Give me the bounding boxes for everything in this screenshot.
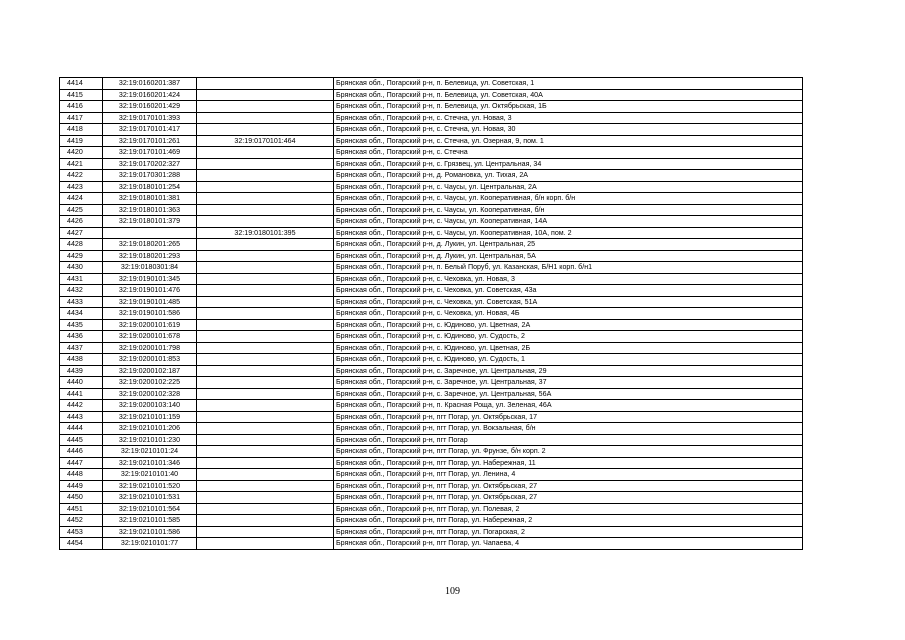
related-cadastral-number-cell — [197, 101, 334, 113]
related-cadastral-number-cell: 32:19:0170101:464 — [197, 135, 334, 147]
row-number-cell: 4449 — [60, 480, 103, 492]
related-cadastral-number-cell — [197, 78, 334, 90]
related-cadastral-number-cell — [197, 423, 334, 435]
related-cadastral-number-cell — [197, 446, 334, 458]
table-row — [60, 411, 803, 423]
cadastral-number-cell — [103, 227, 197, 239]
cadastral-number-cell: 32:19:0200102:187 — [103, 365, 197, 377]
cadastral-number-cell: 32:19:0210101:585 — [103, 515, 197, 527]
related-cadastral-number-cell — [197, 170, 334, 182]
table-row — [60, 423, 803, 435]
cadastral-number-cell: 32:19:0200102:328 — [103, 388, 197, 400]
table-row — [60, 181, 803, 193]
related-cadastral-number-cell — [197, 354, 334, 366]
related-cadastral-number-cell — [197, 538, 334, 550]
cadastral-number-cell: 32:19:0170101:469 — [103, 147, 197, 159]
table-row — [60, 89, 803, 101]
row-number-cell: 4446 — [60, 446, 103, 458]
address-cell: Брянская обл., Погарский р-н, пгт Погар, ул. Октябрьская, 27 — [334, 492, 803, 504]
table-row — [60, 526, 803, 538]
table-row — [60, 273, 803, 285]
table-row — [60, 78, 803, 90]
cadastral-number-cell: 32:19:0170101:417 — [103, 124, 197, 136]
related-cadastral-number-cell — [197, 526, 334, 538]
cadastral-number-cell: 32:19:0210101:77 — [103, 538, 197, 550]
page-number: 109 — [445, 586, 460, 597]
row-number-cell: 4442 — [60, 400, 103, 412]
address-cell: Брянская обл., Погарский р-н, с. Стечна, ул. Новая, 3 — [334, 112, 803, 124]
table-row — [60, 434, 803, 446]
cadastral-number-cell: 32:19:0190101:476 — [103, 285, 197, 297]
address-cell: Брянская обл., Погарский р-н, д. Лукин, ул. Центральная, 25 — [334, 239, 803, 251]
related-cadastral-number-cell — [197, 239, 334, 251]
address-cell: Брянская обл., Погарский р-н, с. Чеховка, ул. Новая, 3 — [334, 273, 803, 285]
cadastral-number-cell: 32:19:0180201:293 — [103, 250, 197, 262]
address-cell: Брянская обл., Погарский р-н, пгт Погар, ул. Вокзальная, б/н — [334, 423, 803, 435]
related-cadastral-number-cell — [197, 124, 334, 136]
related-cadastral-number-cell — [197, 457, 334, 469]
table-row — [60, 446, 803, 458]
related-cadastral-number-cell — [197, 388, 334, 400]
address-cell: Брянская обл., Погарский р-н, с. Чаусы, ул. Кооперативная, б/н корп. б/н — [334, 193, 803, 205]
table-row — [60, 135, 803, 147]
table-row — [60, 124, 803, 136]
table-row — [60, 216, 803, 228]
table-row — [60, 480, 803, 492]
table-row — [60, 308, 803, 320]
related-cadastral-number-cell — [197, 434, 334, 446]
table-row — [60, 457, 803, 469]
row-number-cell: 4420 — [60, 147, 103, 159]
table-row — [60, 377, 803, 389]
address-cell: Брянская обл., Погарский р-н, с. Чеховка, ул. Советская, 43а — [334, 285, 803, 297]
cadastral-number-cell: 32:19:0200101:798 — [103, 342, 197, 354]
address-cell: Брянская обл., Погарский р-н, с. Грязвец, ул. Центральная, 34 — [334, 158, 803, 170]
related-cadastral-number-cell — [197, 365, 334, 377]
address-cell: Брянская обл., Погарский р-н, с. Чаусы, ул. Кооперативная, 14А — [334, 216, 803, 228]
address-cell: Брянская обл., Погарский р-н, пгт Погар, ул. Фрунзе, б/н корп. 2 — [334, 446, 803, 458]
address-cell: Брянская обл., Погарский р-н, пгт Погар, ул. Набережная, 11 — [334, 457, 803, 469]
row-number-cell: 4451 — [60, 503, 103, 515]
address-cell: Брянская обл., Погарский р-н, пгт Погар, ул. Чапаева, 4 — [334, 538, 803, 550]
address-cell: Брянская обл., Погарский р-н, с. Чаусы, ул. Центральная, 2А — [334, 181, 803, 193]
address-cell: Брянская обл., Погарский р-н, пгт Погар, ул. Ленина, 4 — [334, 469, 803, 481]
row-number-cell: 4421 — [60, 158, 103, 170]
row-number-cell: 4454 — [60, 538, 103, 550]
address-cell: Брянская обл., Погарский р-н, пгт Погар — [334, 434, 803, 446]
row-number-cell: 4452 — [60, 515, 103, 527]
row-number-cell: 4441 — [60, 388, 103, 400]
row-number-cell: 4428 — [60, 239, 103, 251]
row-number-cell: 4439 — [60, 365, 103, 377]
row-number-cell: 4433 — [60, 296, 103, 308]
table-row — [60, 101, 803, 113]
cadastral-number-cell: 32:19:0170301:288 — [103, 170, 197, 182]
row-number-cell: 4417 — [60, 112, 103, 124]
address-cell: Брянская обл., Погарский р-н, п. Белевица, ул. Октябрьская, 1Б — [334, 101, 803, 113]
address-cell: Брянская обл., Погарский р-н, п. Красная Роща, ул. Зеленая, 46А — [334, 400, 803, 412]
address-cell: Брянская обл., Погарский р-н, д. Лукин, ул. Центральная, 5А — [334, 250, 803, 262]
address-cell: Брянская обл., Погарский р-н, п. Белый Поруб, ул. Казанская, Б/Н1 корп. б/н1 — [334, 262, 803, 274]
row-number-cell: 4426 — [60, 216, 103, 228]
related-cadastral-number-cell — [197, 411, 334, 423]
cadastral-number-cell: 32:19:0170202:327 — [103, 158, 197, 170]
cadastral-number-cell: 32:19:0180201:265 — [103, 239, 197, 251]
table-row — [60, 538, 803, 550]
cadastral-number-cell: 32:19:0190101:586 — [103, 308, 197, 320]
row-number-cell: 4438 — [60, 354, 103, 366]
related-cadastral-number-cell: 32:19:0180101:395 — [197, 227, 334, 239]
address-cell: Брянская обл., Погарский р-н, п. Белевица, ул. Советская, 1 — [334, 78, 803, 90]
cadastral-number-cell: 32:19:0190101:485 — [103, 296, 197, 308]
row-number-cell: 4440 — [60, 377, 103, 389]
table-row — [60, 296, 803, 308]
row-number-cell: 4424 — [60, 193, 103, 205]
row-number-cell: 4422 — [60, 170, 103, 182]
related-cadastral-number-cell — [197, 319, 334, 331]
address-cell: Брянская обл., Погарский р-н, с. Чеховка, ул. Советская, 51А — [334, 296, 803, 308]
cadastral-number-cell: 32:19:0200101:678 — [103, 331, 197, 343]
cadastral-number-cell: 32:19:0210101:346 — [103, 457, 197, 469]
cadastral-number-cell: 32:19:0170101:393 — [103, 112, 197, 124]
cadastral-number-cell: 32:19:0160201:429 — [103, 101, 197, 113]
related-cadastral-number-cell — [197, 216, 334, 228]
cadastral-number-cell: 32:19:0180101:379 — [103, 216, 197, 228]
cadastral-number-cell: 32:19:0180101:381 — [103, 193, 197, 205]
row-number-cell: 4415 — [60, 89, 103, 101]
address-cell: Брянская обл., Погарский р-н, пгт Погар, ул. Набережная, 2 — [334, 515, 803, 527]
registry-table-body — [60, 78, 803, 550]
cadastral-number-cell: 32:19:0180301:84 — [103, 262, 197, 274]
cadastral-number-cell: 32:19:0170101:261 — [103, 135, 197, 147]
cadastral-number-cell: 32:19:0200103:140 — [103, 400, 197, 412]
row-number-cell: 4423 — [60, 181, 103, 193]
row-number-cell: 4431 — [60, 273, 103, 285]
table-row — [60, 400, 803, 412]
address-cell: Брянская обл., Погарский р-н, пгт Погар, ул. Октябрьская, 27 — [334, 480, 803, 492]
address-cell: Брянская обл., Погарский р-н, с. Заречное, ул. Центральная, 37 — [334, 377, 803, 389]
row-number-cell: 4416 — [60, 101, 103, 113]
table-row — [60, 170, 803, 182]
related-cadastral-number-cell — [197, 112, 334, 124]
cadastral-number-cell: 32:19:0210101:159 — [103, 411, 197, 423]
cadastral-number-cell: 32:19:0160201:387 — [103, 78, 197, 90]
address-cell: Брянская обл., Погарский р-н, д. Романовка, ул. Тихая, 2А — [334, 170, 803, 182]
related-cadastral-number-cell — [197, 204, 334, 216]
address-cell: Брянская обл., Погарский р-н, с. Стечна — [334, 147, 803, 159]
address-cell: Брянская обл., Погарский р-н, с. Чеховка, ул. Новая, 4Б — [334, 308, 803, 320]
address-cell: Брянская обл., Погарский р-н, пгт Погар, ул. Погарская, 2 — [334, 526, 803, 538]
cadastral-number-cell: 32:19:0190101:345 — [103, 273, 197, 285]
table-row — [60, 147, 803, 159]
address-cell: Брянская обл., Погарский р-н, с. Юдиново, ул. Цветная, 2А — [334, 319, 803, 331]
related-cadastral-number-cell — [197, 296, 334, 308]
row-number-cell: 4450 — [60, 492, 103, 504]
row-number-cell: 4437 — [60, 342, 103, 354]
cadastral-number-cell: 32:19:0200101:619 — [103, 319, 197, 331]
table-row — [60, 388, 803, 400]
related-cadastral-number-cell — [197, 331, 334, 343]
cadastral-number-cell: 32:19:0210101:564 — [103, 503, 197, 515]
table-row — [60, 262, 803, 274]
table-row — [60, 112, 803, 124]
table-row — [60, 365, 803, 377]
cadastral-number-cell: 32:19:0210101:230 — [103, 434, 197, 446]
related-cadastral-number-cell — [197, 308, 334, 320]
registry-table — [59, 77, 803, 550]
row-number-cell: 4418 — [60, 124, 103, 136]
row-number-cell: 4427 — [60, 227, 103, 239]
cadastral-number-cell: 32:19:0180101:363 — [103, 204, 197, 216]
row-number-cell: 4432 — [60, 285, 103, 297]
related-cadastral-number-cell — [197, 377, 334, 389]
address-cell: Брянская обл., Погарский р-н, с. Чаусы, ул. Кооперативная, 10А, пом. 2 — [334, 227, 803, 239]
table-row — [60, 158, 803, 170]
related-cadastral-number-cell — [197, 515, 334, 527]
row-number-cell: 4430 — [60, 262, 103, 274]
cadastral-number-cell: 32:19:0160201:424 — [103, 89, 197, 101]
cadastral-number-cell: 32:19:0180101:254 — [103, 181, 197, 193]
row-number-cell: 4444 — [60, 423, 103, 435]
address-cell: Брянская обл., Погарский р-н, с. Заречное, ул. Центральная, 56А — [334, 388, 803, 400]
table-row — [60, 285, 803, 297]
related-cadastral-number-cell — [197, 158, 334, 170]
row-number-cell: 4448 — [60, 469, 103, 481]
address-cell: Брянская обл., Погарский р-н, с. Стечна, ул. Озерная, 9, пом. 1 — [334, 135, 803, 147]
related-cadastral-number-cell — [197, 503, 334, 515]
table-row — [60, 469, 803, 481]
address-cell: Брянская обл., Погарский р-н, с. Юдиново, ул. Судость, 1 — [334, 354, 803, 366]
cadastral-number-cell: 32:19:0210101:531 — [103, 492, 197, 504]
cadastral-number-cell: 32:19:0200101:853 — [103, 354, 197, 366]
table-row — [60, 492, 803, 504]
cadastral-number-cell: 32:19:0200102:225 — [103, 377, 197, 389]
address-cell: Брянская обл., Погарский р-н, пгт Погар, ул. Полевая, 2 — [334, 503, 803, 515]
table-row — [60, 342, 803, 354]
related-cadastral-number-cell — [197, 492, 334, 504]
row-number-cell: 4419 — [60, 135, 103, 147]
related-cadastral-number-cell — [197, 147, 334, 159]
row-number-cell: 4453 — [60, 526, 103, 538]
address-cell: Брянская обл., Погарский р-н, п. Белевица, ул. Советская, 40А — [334, 89, 803, 101]
table-row — [60, 239, 803, 251]
cadastral-number-cell: 32:19:0210101:586 — [103, 526, 197, 538]
related-cadastral-number-cell — [197, 342, 334, 354]
row-number-cell: 4443 — [60, 411, 103, 423]
table-row — [60, 193, 803, 205]
related-cadastral-number-cell — [197, 480, 334, 492]
related-cadastral-number-cell — [197, 262, 334, 274]
row-number-cell: 4447 — [60, 457, 103, 469]
table-row — [60, 227, 803, 239]
table-row — [60, 204, 803, 216]
row-number-cell: 4436 — [60, 331, 103, 343]
row-number-cell: 4434 — [60, 308, 103, 320]
address-cell: Брянская обл., Погарский р-н, с. Юдиново, ул. Судость, 2 — [334, 331, 803, 343]
row-number-cell: 4425 — [60, 204, 103, 216]
row-number-cell: 4435 — [60, 319, 103, 331]
table-row — [60, 515, 803, 527]
row-number-cell: 4445 — [60, 434, 103, 446]
table-row — [60, 319, 803, 331]
related-cadastral-number-cell — [197, 285, 334, 297]
cadastral-number-cell: 32:19:0210101:206 — [103, 423, 197, 435]
table-row — [60, 503, 803, 515]
table-row — [60, 354, 803, 366]
address-cell: Брянская обл., Погарский р-н, с. Стечна, ул. Новая, 30 — [334, 124, 803, 136]
cadastral-number-cell: 32:19:0210101:40 — [103, 469, 197, 481]
address-cell: Брянская обл., Погарский р-н, пгт Погар, ул. Октябрьская, 17 — [334, 411, 803, 423]
related-cadastral-number-cell — [197, 89, 334, 101]
row-number-cell: 4429 — [60, 250, 103, 262]
cadastral-number-cell: 32:19:0210101:520 — [103, 480, 197, 492]
table-row — [60, 331, 803, 343]
related-cadastral-number-cell — [197, 469, 334, 481]
related-cadastral-number-cell — [197, 250, 334, 262]
table-row — [60, 250, 803, 262]
related-cadastral-number-cell — [197, 400, 334, 412]
related-cadastral-number-cell — [197, 273, 334, 285]
address-cell: Брянская обл., Погарский р-н, с. Юдиново, ул. Цветная, 2Б — [334, 342, 803, 354]
related-cadastral-number-cell — [197, 181, 334, 193]
cadastral-number-cell: 32:19:0210101:24 — [103, 446, 197, 458]
address-cell: Брянская обл., Погарский р-н, с. Заречное, ул. Центральная, 29 — [334, 365, 803, 377]
row-number-cell: 4414 — [60, 78, 103, 90]
related-cadastral-number-cell — [197, 193, 334, 205]
address-cell: Брянская обл., Погарский р-н, с. Чаусы, ул. Кооперативная, б/н — [334, 204, 803, 216]
